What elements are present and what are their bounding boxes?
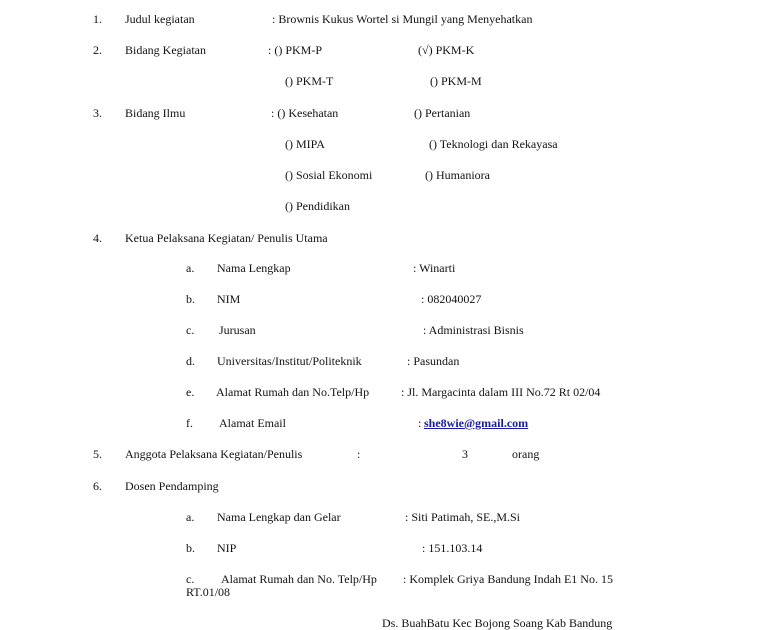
member-unit: orang: [512, 447, 540, 461]
item-6b-letter: b.: [186, 541, 195, 555]
item-6b-label: NIP: [217, 541, 237, 555]
item-4c-label: Jurusan: [219, 323, 256, 337]
item-6a-value: : Siti Patimah, SE.,M.Si: [405, 510, 521, 524]
item-4e-letter: e.: [186, 385, 195, 399]
item-4f-colon: :: [418, 416, 422, 430]
option-sosial-ekonomi: () Sosial Ekonomi: [285, 168, 373, 182]
item-5-colon: :: [357, 447, 361, 461]
item-4a-label: Nama Lengkap: [217, 261, 291, 275]
option-pkm-k: (√) PKM-K: [418, 43, 475, 57]
item-5-number: 5.: [93, 447, 102, 461]
item-6c-letter: c.: [186, 572, 195, 586]
option-mipa: () MIPA: [285, 137, 325, 151]
item-6c-value-continued: RT.01/08: [186, 585, 231, 599]
item-3-number: 3.: [93, 106, 102, 120]
item-4b-letter: b.: [186, 292, 195, 306]
option-pertanian: () Pertanian: [414, 106, 471, 120]
item-4d-value: : Pasundan: [407, 354, 460, 368]
option-pkm-p: : () PKM-P: [268, 43, 323, 57]
item-4a-value: : Winarti: [413, 261, 456, 275]
option-kesehatan: : () Kesehatan: [271, 106, 339, 120]
item-5-label: Anggota Pelaksana Kegiatan/Penulis: [125, 447, 303, 461]
option-pkm-t: () PKM-T: [285, 74, 334, 88]
item-2-label: Bidang Kegiatan: [125, 43, 206, 57]
item-3-label: Bidang Ilmu: [125, 106, 186, 120]
item-6a-letter: a.: [186, 510, 195, 524]
item-4a-letter: a.: [186, 261, 195, 275]
item-1-value: : Brownis Kukus Wortel si Mungil yang Menyehatkan: [272, 12, 533, 26]
item-6a-label: Nama Lengkap dan Gelar: [217, 510, 341, 524]
item-4f-letter: f.: [186, 416, 193, 430]
item-1-label: Judul kegiatan: [125, 12, 195, 26]
item-4b-label: NIM: [217, 292, 241, 306]
item-6c-value-next-line: Ds. BuahBatu Kec Bojong Soang Kab Bandung: [382, 616, 613, 630]
option-pendidikan: () Pendidikan: [285, 199, 350, 213]
item-6-label: Dosen Pendamping: [125, 479, 219, 493]
option-pkm-m: () PKM-M: [430, 74, 482, 88]
member-count: 3: [462, 447, 468, 461]
item-6c-label: Alamat Rumah dan No. Telp/Hp: [221, 572, 377, 586]
item-4d-letter: d.: [186, 354, 195, 368]
item-6-number: 6.: [93, 479, 102, 493]
option-humaniora: () Humaniora: [425, 168, 490, 182]
email-link[interactable]: she8wie@gmail.com: [424, 416, 529, 430]
item-4d-label: Universitas/Institut/Politeknik: [217, 354, 362, 368]
item-4b-value: : 082040027: [421, 292, 482, 306]
item-4-label: Ketua Pelaksana Kegiatan/ Penulis Utama: [125, 231, 328, 245]
item-6b-value: : 151.103.14: [422, 541, 483, 555]
item-2-number: 2.: [93, 43, 102, 57]
item-6c-value: : Komplek Griya Bandung Indah E1 No. 15: [403, 572, 613, 586]
item-4-number: 4.: [93, 231, 102, 245]
item-4e-value: : Jl. Margacinta dalam III No.72 Rt 02/04: [401, 385, 601, 399]
item-1-number: 1.: [93, 12, 102, 26]
item-4c-value: : Administrasi Bisnis: [423, 323, 524, 337]
option-teknologi-rekayasa: () Teknologi dan Rekayasa: [429, 137, 558, 151]
item-4e-label: Alamat Rumah dan No.Telp/Hp: [216, 385, 370, 399]
item-4c-letter: c.: [186, 323, 195, 337]
item-4f-label: Alamat Email: [219, 416, 286, 430]
